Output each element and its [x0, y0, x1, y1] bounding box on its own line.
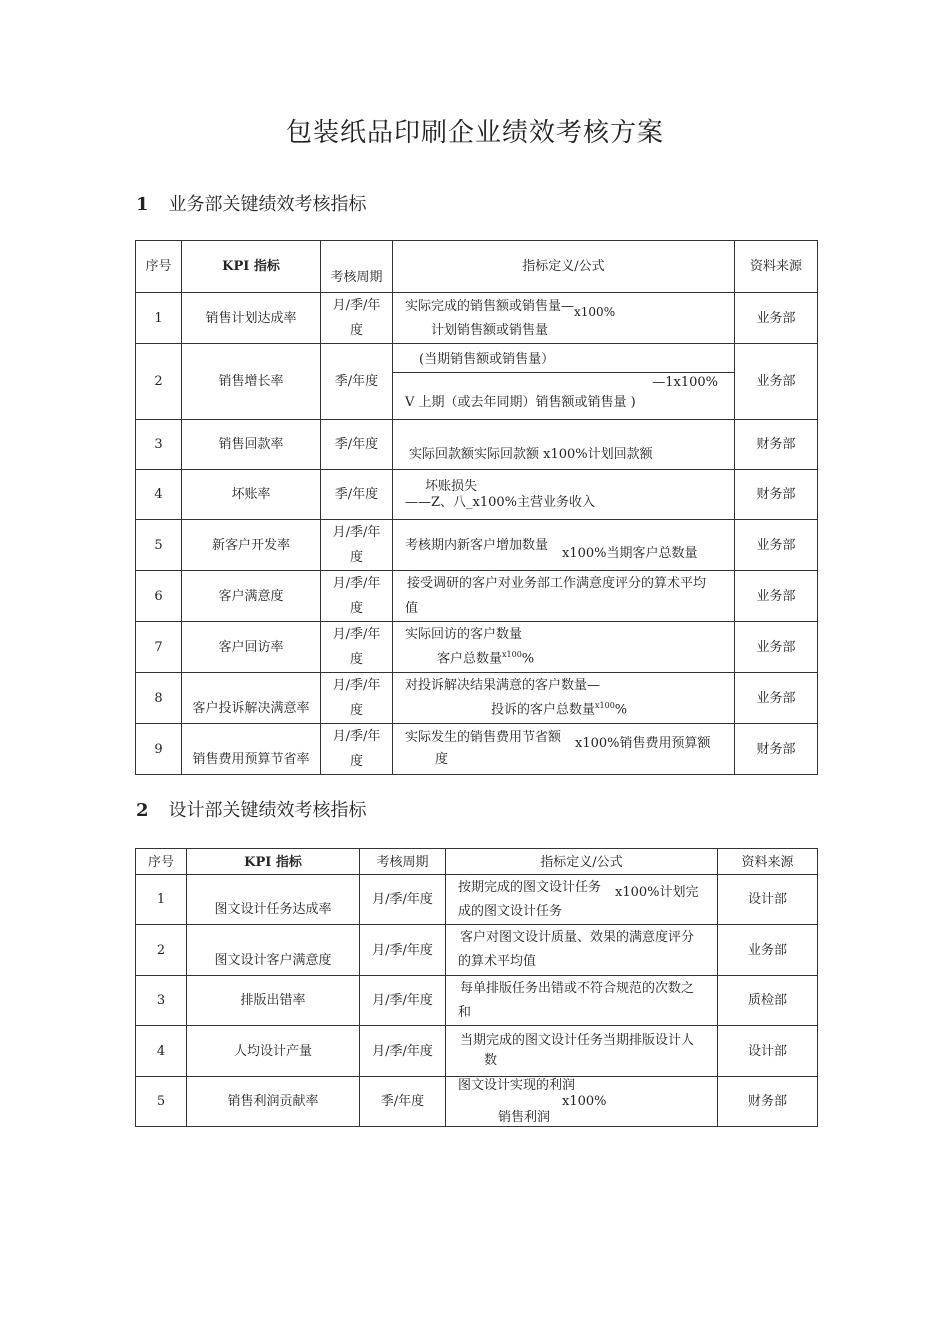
source-cell: 业务部 — [735, 520, 818, 571]
definition-line: 当期完成的图文设计任务当期排版设计人 — [460, 1033, 695, 1048]
row-number: 3 — [136, 976, 187, 1026]
definition-cell — [446, 1026, 718, 1077]
sales-kpi-table — [135, 240, 818, 775]
period-line: 月/季/年 — [332, 576, 381, 591]
table-header-row — [136, 849, 818, 875]
definition-cell — [393, 571, 735, 622]
period-cell — [321, 293, 393, 344]
period-line: 度 — [349, 323, 363, 338]
row-number: 5 — [136, 1077, 187, 1127]
definition-line: 每单排版任务出错或不符合规范的次数之 — [460, 980, 695, 996]
formula-denominator: 销售利润 — [498, 1109, 551, 1125]
source-cell: 业务部 — [735, 293, 818, 344]
definition-line: 接受调研的客户对业务部工作满意度评分的算术平均 — [407, 576, 707, 591]
header-cell: 考核周期 — [360, 849, 446, 875]
formula-numerator: 按期完成的图文设计任务 — [458, 879, 602, 895]
definition-line: 客户对图文设计质量、效果的满意度评分 — [460, 930, 695, 945]
formula-numerator: 实际完成的销售额或销售量— — [405, 298, 575, 314]
period-cell — [321, 571, 393, 622]
kpi-name: 销售计划达成率 — [182, 293, 321, 344]
period-cell: 季/年度 — [360, 1077, 446, 1127]
definition-cell — [446, 976, 718, 1026]
header-cell: 指标定义/公式 — [393, 241, 735, 293]
period-line: 月/季/年 — [332, 525, 381, 540]
period-line: 月/季/年 — [332, 627, 381, 642]
definition-line: 的算术平均值 — [458, 954, 537, 969]
table-row — [136, 976, 818, 1026]
period-line: 月/季/年 — [332, 678, 381, 693]
source-cell: 设计部 — [718, 1026, 818, 1077]
period-cell — [321, 673, 393, 724]
row-number: 4 — [136, 470, 182, 520]
kpi-name: 客户回访率 — [182, 622, 321, 673]
formula-denominator: 客户总数量 — [437, 651, 503, 667]
row-number: 7 — [136, 622, 182, 673]
formula-numerator: 对投诉解决结果满意的客户数量— — [405, 677, 601, 693]
period-cell: 季/年度 — [321, 470, 393, 520]
header-cell: 序号 — [136, 241, 182, 293]
definition-cell: 实际回款额实际回款额 x100%计划回款额 — [393, 420, 735, 470]
table-row — [136, 622, 818, 673]
definition-line: 和 — [458, 1004, 472, 1020]
definition-line: 数 — [484, 1053, 498, 1068]
source-cell: 财务部 — [718, 1077, 818, 1127]
source-cell: 业务部 — [735, 673, 818, 724]
formula-numerator: (当期销售额或销售量） — [419, 352, 555, 367]
kpi-name: 销售利润贡献率 — [187, 1077, 360, 1127]
period-cell: 月/季/年度 — [360, 976, 446, 1026]
row-number: 9 — [136, 724, 182, 775]
formula-numerator: 考核期内新客户增加数量 — [405, 537, 549, 553]
section-heading-1 — [136, 190, 367, 216]
header-cell: 资料来源 — [735, 241, 818, 293]
table-row — [136, 470, 818, 520]
definition-cell — [393, 673, 735, 724]
formula-denominator: 计划销售额或销售量 — [431, 322, 549, 338]
period-cell: 季/年度 — [321, 344, 393, 420]
period-cell: 月/季/年度 — [360, 925, 446, 976]
period-line: 度 — [349, 754, 363, 769]
formula-multiplier: x100%计划完 — [615, 884, 699, 900]
table-row — [136, 925, 818, 976]
formula-multiplier: x100 — [502, 649, 522, 659]
kpi-name: 图文设计客户满意度 — [187, 925, 360, 976]
formula-multiplier: x100% — [574, 304, 616, 319]
header-cell: KPI 指标 — [187, 849, 360, 875]
section-label: 业务部关键绩效考核指标 — [168, 194, 367, 215]
period-line: 度 — [349, 703, 363, 718]
period-line: 月/季/年 — [332, 298, 381, 313]
source-cell: 业务部 — [718, 925, 818, 976]
source-cell: 质检部 — [718, 976, 818, 1026]
period-line: 度 — [349, 601, 363, 616]
section-number: 2 — [136, 800, 149, 821]
definition-cell — [393, 622, 735, 673]
definition-line: 度 — [435, 752, 449, 767]
header-cell: 资料来源 — [718, 849, 818, 875]
definition-cell — [446, 925, 718, 976]
formula-multiplier: —1x100% — [393, 372, 734, 393]
source-cell: 财务部 — [735, 470, 818, 520]
row-number: 3 — [136, 420, 182, 470]
table-row — [136, 1077, 818, 1127]
source-cell: 财务部 — [735, 724, 818, 775]
formula-numerator: 坏账损失 — [425, 478, 478, 494]
period-cell: 季/年度 — [321, 420, 393, 470]
section-number: 1 — [136, 194, 149, 215]
table-row — [136, 293, 818, 344]
definition-cell — [446, 1077, 718, 1127]
formula-percent: % — [521, 651, 535, 667]
kpi-name: 客户满意度 — [182, 571, 321, 622]
header-cell: KPI 指标 — [182, 241, 321, 293]
table-row — [136, 724, 818, 775]
source-cell: 业务部 — [735, 344, 818, 420]
formula-denominator: ——Z、八_x100%主营业务收入 — [405, 494, 596, 510]
formula-numerator: 实际回访的客户数量 — [405, 626, 523, 642]
formula-denominator: x100%销售费用预算额 — [575, 736, 711, 751]
row-number: 2 — [136, 344, 182, 420]
row-number: 5 — [136, 520, 182, 571]
row-number: 8 — [136, 673, 182, 724]
table-row — [136, 571, 818, 622]
header-cell: 序号 — [136, 849, 187, 875]
source-cell: 业务部 — [735, 571, 818, 622]
source-cell: 设计部 — [718, 875, 818, 925]
period-cell — [321, 622, 393, 673]
kpi-name: 销售费用预算节省率 — [182, 724, 321, 775]
document-title: 包装纸品印刷企业绩效考核方案 — [285, 118, 664, 148]
kpi-name: 客户投诉解决满意率 — [182, 673, 321, 724]
section-label: 设计部关键绩效考核指标 — [168, 800, 367, 821]
table-row — [136, 673, 818, 724]
period-cell: 月/季/年度 — [360, 1026, 446, 1077]
kpi-name: 新客户开发率 — [182, 520, 321, 571]
period-cell: 月/季/年度 — [360, 875, 446, 925]
period-line: 度 — [349, 652, 363, 667]
row-number: 4 — [136, 1026, 187, 1077]
kpi-name: 销售回款率 — [182, 420, 321, 470]
period-cell — [321, 724, 393, 775]
definition-cell — [393, 520, 735, 571]
header-cell: 考核周期 — [321, 241, 393, 293]
definition-line: 值 — [405, 601, 419, 616]
formula-denominator: 投诉的客户总数量 — [491, 702, 596, 718]
formula-numerator: 实际发生的销售费用节省额 — [405, 730, 562, 745]
source-cell: 财务部 — [735, 420, 818, 470]
definition-cell — [393, 724, 735, 775]
row-number: 6 — [136, 571, 182, 622]
row-number: 1 — [136, 293, 182, 344]
formula-multiplier: x100 — [595, 700, 615, 710]
row-number: 2 — [136, 925, 187, 976]
period-line: 月/季/年 — [332, 729, 381, 744]
header-cell: 指标定义/公式 — [446, 849, 718, 875]
table-row — [136, 520, 818, 571]
kpi-name: 坏账率 — [182, 470, 321, 520]
period-line: 度 — [349, 550, 363, 565]
row-number: 1 — [136, 875, 187, 925]
definition-cell — [446, 875, 718, 925]
formula-percent: % — [614, 702, 628, 718]
formula-denominator: x100%当期客户总数量 — [562, 545, 698, 561]
design-kpi-table — [135, 848, 818, 1127]
definition-cell — [393, 470, 735, 520]
formula-denominator: 成的图文设计任务 — [458, 903, 563, 919]
formula-denominator: V 上期（或去年同期）销售额或销售量 ) — [405, 395, 636, 410]
formula-multiplier: x100% — [562, 1093, 607, 1109]
kpi-name: 销售增长率 — [182, 344, 321, 420]
section-heading-2 — [136, 796, 367, 822]
definition-cell — [393, 344, 735, 420]
table-row — [136, 1026, 818, 1077]
table-row — [136, 344, 818, 420]
kpi-name: 人均设计产量 — [187, 1026, 360, 1077]
source-cell: 业务部 — [735, 622, 818, 673]
kpi-name: 排版出错率 — [187, 976, 360, 1026]
table-row — [136, 420, 818, 470]
table-header-row — [136, 241, 818, 293]
definition-cell — [393, 293, 735, 344]
kpi-name: 图文设计任务达成率 — [187, 875, 360, 925]
formula-numerator: 图文设计实现的利润 — [458, 1077, 576, 1093]
table-row — [136, 875, 818, 925]
period-cell — [321, 520, 393, 571]
